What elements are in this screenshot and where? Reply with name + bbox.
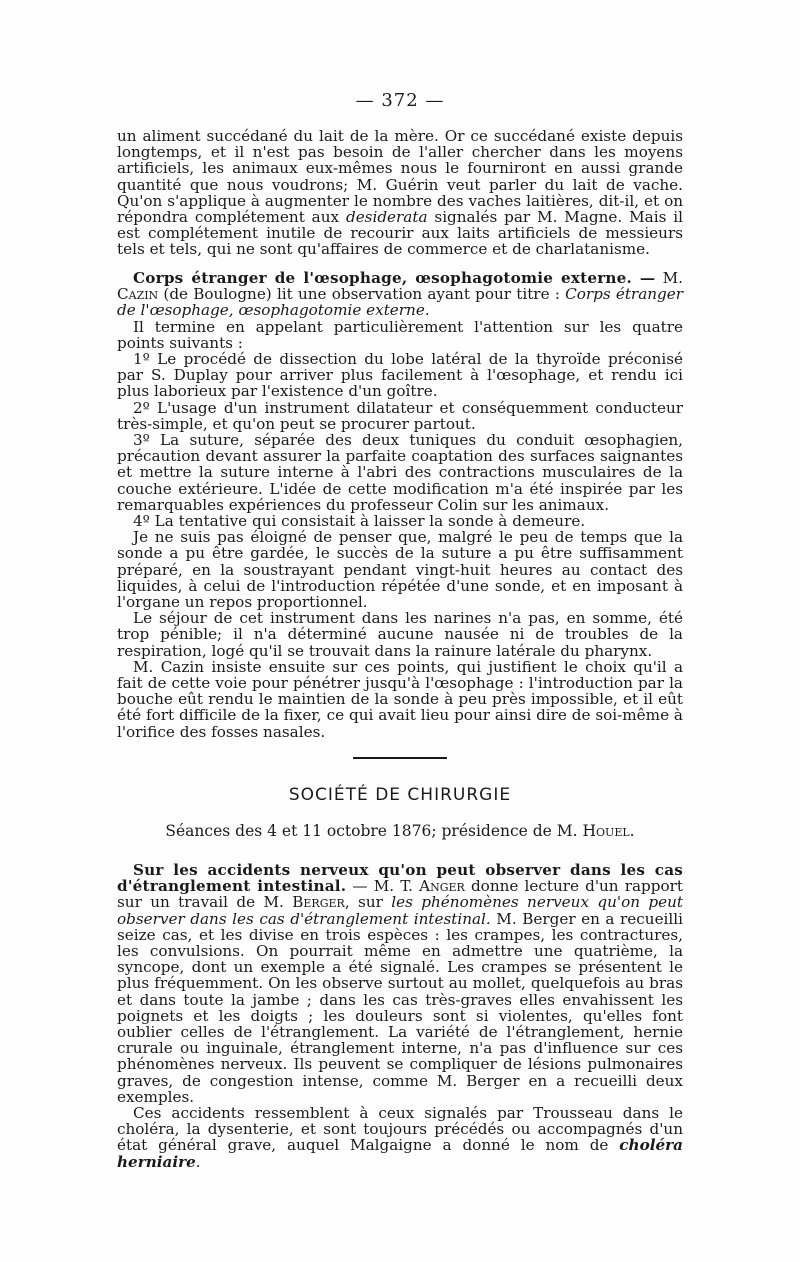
paragraph: Je ne suis pas éloigné de penser que, malgré le peu de temps que la sonde a pu être gardée, le succès de la suture a pu être suffisamment préparé, en la soustrayant pendant vingt-huit heures au contact des liquides, à celui de l'introduction répétée d'une sonde, et en imposant à l'organe un repos proportionnel.: [117, 528, 683, 612]
section-intro: [117, 862, 683, 1105]
numbered-point: 2º L'usage d'un instrument dilatateur et conséquemment conducteur très-simple, et qu'on peut se procurer partout.: [117, 398, 683, 433]
intro-text: M.: [655, 269, 683, 287]
author-name: Anger: [419, 877, 465, 896]
paragraph-text: M. Berger en a recueilli seize cas, et les divise en trois espèces : les crampes, les contractures, les convulsions. On pourrait même en admettre une quatrième, la syncope, dont un exemple a été signalé. Les crampes se présentent le plus fréquemment. On les observe surtout au mollet, quelquefois au bras et dans toute la jambe ; dans les cas très-graves elles envahissent les poignets et les doigts ; les douleurs sont si violentes, qu'elles font oublier celles de l'étranglement. La variété de l'étranglement, hernie crurale ou inguinale, étranglement interne, n'a pas d'influence sur ces phénomènes nerveux. Ils peuvent se compliquer de lésions pulmonaires graves, de congestion intense, comme M. Berger en a recueilli deux exemples.: [117, 909, 683, 1106]
italic-term: desiderata: [345, 208, 428, 227]
oesophagus-section: [117, 270, 683, 740]
sessions-line: [0, 822, 800, 840]
intro-text: donne lecture d'un rapport sur un travail de M.: [117, 877, 683, 912]
paragraph: Le séjour de cet instrument dans les narines n'a pas, en somme, été trop pénible; il n'a déterminé aucune nausée ni de troubles de la respiration, logé qu'il se trouvait dans la rainure latérale du pharynx.: [117, 609, 683, 660]
numbered-point: 4º La tentative qui consistait à laisser la sonde à demeure.: [133, 512, 586, 531]
paragraph: Il termine en appelant particulièrement l'attention sur les quatre points suivants :: [117, 317, 683, 352]
nervous-accidents-section: [117, 862, 683, 1170]
italic-term: choléra herniaire: [117, 1136, 683, 1171]
intro-paragraph-block: [117, 128, 683, 258]
numbered-point: 1º Le procédé de dissection du lobe latéral de la thyroïde préconisé par S. Duplay pour arriver plus facilement à l'œsophage, et rendu ici plus laborieux par l'existence d'un goître.: [117, 350, 683, 401]
president-name: Houel: [582, 822, 630, 840]
work-title: les phénomènes nerveux qu'on peut observer dans les cas d'étranglement intestinal.: [117, 893, 683, 928]
author-name: Cazin: [117, 285, 159, 304]
observation-title: Corps étranger de l'œsophage, œsophagotomie externe.: [117, 285, 683, 320]
section-heading: Corps étranger de l'œsophage, œsophagotomie externe. —: [133, 269, 656, 287]
section-intro: [117, 270, 683, 319]
paragraph-text: Ces accidents ressemblent à ceux signalés par Trousseau dans le choléra, la dysenterie, et sont toujours précédés ou accompagnés d'un état général grave, auquel Malgaigne a donné le nom de: [117, 1104, 683, 1155]
intro-text: , sur: [344, 893, 392, 912]
paragraph: [117, 1105, 683, 1170]
paragraph: [117, 128, 683, 258]
intro-text: (de Boulogne) lit une observation ayant pour titre :: [158, 285, 566, 304]
society-title: SOCIÉTÉ DE CHIRURGIE: [288, 785, 512, 805]
page-number: — 372 —: [355, 90, 445, 111]
paragraph-text: signalés par M. Magne. Mais il est complétement inutile de recourir aux laits artificiels de messieurs tels et tels, qui ne sont qu'affaires de commerce et de charlatanisme.: [117, 208, 683, 259]
sessions-text: Séances des 4 et 11 octobre 1876; présidence de M.: [165, 822, 583, 840]
paragraph: M. Cazin insiste ensuite sur ces points, qui justifient le choix qu'il a fait de cette voie pour pénétrer jusqu'à l'œsophage : l'introduction par la bouche eût rendu le maintien de la sonde à peu près impossible, et il eût été fort difficile de la fixer, ce qui avait lieu pour ainsi dire de soi-même à l'orifice des fosses nasales.: [117, 657, 683, 741]
section-divider: [353, 757, 447, 759]
paragraph-text: .: [195, 1152, 201, 1171]
section-heading: Sur les accidents nerveux qu'on peut observer dans les cas d'étranglement intestinal.: [117, 861, 683, 896]
paragraph-text: un aliment succédané du lait de la mère. Or ce succédané existe depuis longtemps, et il n'est pas besoin de l'aller chercher dans les moyens artificiels, les animaux eux-mêmes nous le fourniront en aussi grande quantité que nous voudrons; M. Guérin veut parler du lait de vache. Qu'on s'applique à augmenter le nombre des vaches laitières, dit-il, et on répondra complétement aux: [117, 127, 683, 227]
numbered-point: 3º La suture, séparée des deux tuniques du conduit œsophagien, précaution devant assurer la parfaite coaptation des surfaces saignantes et mettre la suture interne à l'abri des contractions musculaires de la couche extérieure. L'idée de cette modification m'a été inspirée par les remarquables expériences du professeur Colin sur les animaux.: [117, 431, 683, 514]
sessions-text: .: [629, 822, 635, 840]
author-name: Berger: [292, 893, 345, 912]
intro-text: — M. T.: [346, 877, 420, 896]
